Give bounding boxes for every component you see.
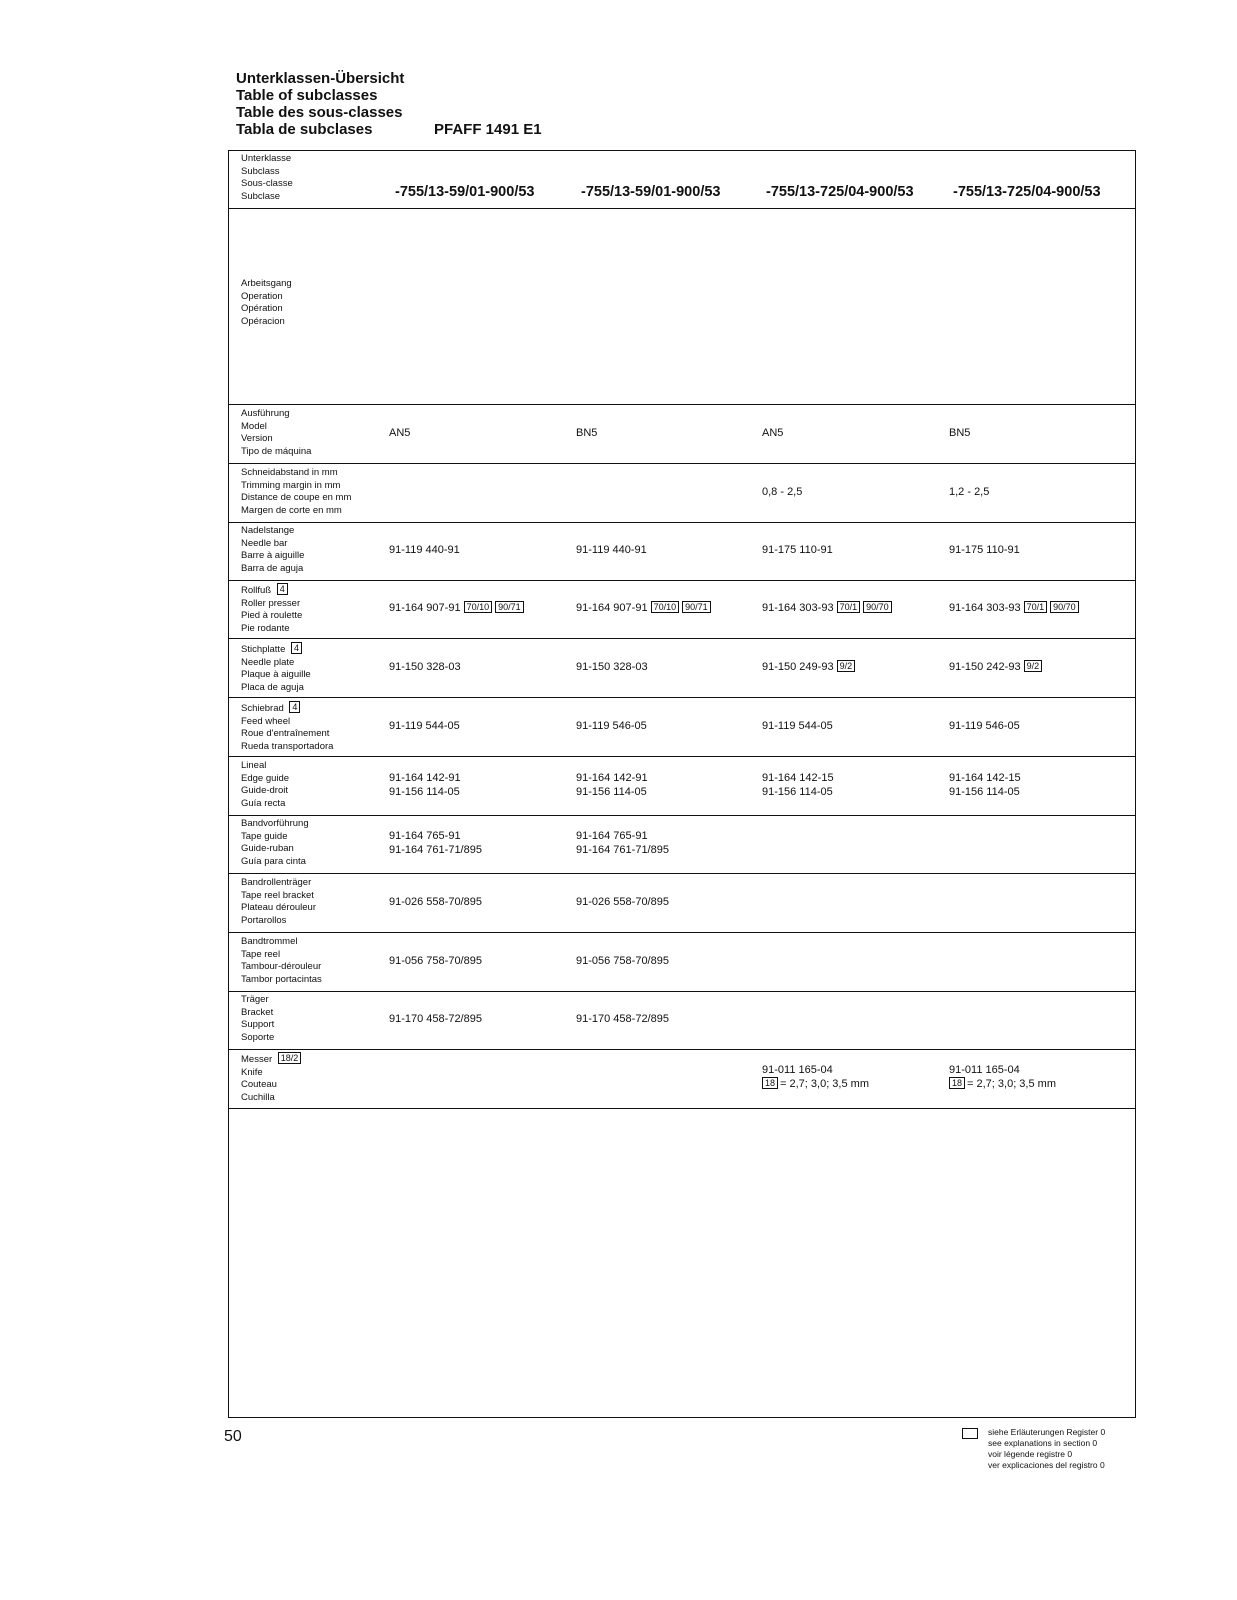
knife-sizes: = 2,7; 3,0; 3,5 mm: [780, 1078, 869, 1090]
knife-sizes: = 2,7; 3,0; 3,5 mm: [967, 1078, 1056, 1090]
table-cell: [389, 771, 461, 799]
part-number: [576, 543, 647, 557]
subclass-column-2: -755/13-59/01-900/53: [581, 184, 721, 200]
part-number: [762, 485, 802, 499]
table-cell: [949, 660, 1042, 674]
table-cell: [949, 719, 1020, 733]
table-cell: [762, 1063, 869, 1091]
part-number-text: AN5: [389, 427, 411, 439]
table-row: [229, 639, 1135, 698]
register-reference-badge: 18: [762, 1077, 778, 1089]
part-number-text: 91-056 758-70/895: [389, 955, 482, 967]
part-number-text: 91-164 142-91: [576, 772, 648, 784]
part-number-text: 91-156 114-05: [949, 786, 1020, 798]
part-number: [762, 601, 892, 615]
row-label: Guide-ruban: [241, 843, 294, 854]
row-labels: [241, 760, 289, 810]
part-number: [389, 660, 461, 674]
header-label: Sous-classe: [241, 178, 293, 189]
page-number: 50: [224, 1428, 242, 1445]
part-number: [949, 785, 1021, 799]
table-cell: [389, 660, 461, 674]
part-number: [576, 601, 711, 615]
operation-labels: [241, 278, 292, 328]
row-label: Träger: [241, 994, 269, 1005]
table-cell: [389, 719, 460, 733]
part-number-text: 91-164 765-91: [389, 830, 461, 842]
row-label: Edge guide: [241, 772, 290, 784]
part-number: [762, 543, 833, 557]
table-cell: [762, 601, 892, 615]
part-number-text: 91-164 303-93: [949, 602, 1021, 614]
part-number: [576, 785, 648, 799]
knife-size-note: [949, 1077, 1056, 1091]
row-label: Needle plate: [241, 656, 295, 668]
row-labels: [241, 467, 351, 517]
table-cell: [576, 954, 669, 968]
row-labels: [241, 1052, 301, 1104]
table-cell: [949, 426, 970, 440]
table-cell: [389, 954, 482, 968]
part-number-text: 91-150 242-93: [949, 661, 1021, 673]
row-labels: [241, 408, 311, 458]
row-labels: [241, 818, 309, 868]
row-label: Margen de corte en mm: [241, 504, 342, 516]
row-label: Plateau dérouleur: [241, 902, 316, 913]
table-cell: [576, 895, 669, 909]
row-labels: [241, 994, 274, 1044]
row-labels: [241, 877, 316, 927]
part-number-text: 91-119 546-05: [949, 720, 1020, 732]
row-label: Tape guide: [241, 830, 288, 842]
part-number: [762, 771, 834, 785]
register-reference-badge: 4: [291, 642, 302, 654]
register-reference-badge: 90/70: [863, 601, 892, 613]
part-number: [949, 426, 970, 440]
row-label: Nadelstange: [241, 525, 295, 536]
part-number: [389, 895, 482, 909]
part-number: [949, 771, 1021, 785]
part-number: [762, 426, 783, 440]
row-label: Cuchilla: [241, 1091, 275, 1103]
part-number: [762, 1063, 869, 1077]
table-row: [229, 405, 1135, 464]
row-label: Stichplatte 4: [241, 642, 311, 657]
machine-model: PFAFF 1491 E1: [434, 121, 542, 138]
part-number-text: 91-170 458-72/895: [389, 1013, 482, 1025]
row-label: Knife: [241, 1066, 263, 1078]
part-number: [576, 426, 597, 440]
table-cell: [389, 543, 460, 557]
table-row: [229, 874, 1135, 933]
row-label: Guía recta: [241, 797, 286, 809]
row-label: Bracket: [241, 1006, 274, 1018]
row-label: Tape reel bracket: [241, 889, 314, 901]
part-number: [576, 829, 669, 843]
row-label: Guide-droit: [241, 785, 288, 796]
row-label: Trimming margin in mm: [241, 479, 341, 491]
register-reference-badge: 18: [949, 1077, 965, 1089]
part-number: [389, 601, 524, 615]
part-number-text: 91-119 546-05: [576, 720, 647, 732]
part-number-text: 91-119 544-05: [389, 720, 460, 732]
table-cell: [949, 543, 1020, 557]
row-label: Needle bar: [241, 537, 288, 549]
row-labels: [241, 936, 322, 986]
part-number: [949, 543, 1020, 557]
part-number-text: 0,8 - 2,5: [762, 486, 803, 498]
row-label: Support: [241, 1019, 275, 1030]
operation-label: Arbeitsgang: [241, 278, 292, 289]
part-number-text: 91-011 165-04: [762, 1064, 833, 1076]
row-label: Placa de aguja: [241, 681, 304, 693]
register-reference-badge: 9/2: [1024, 660, 1043, 672]
part-number: [389, 719, 460, 733]
title-line-en: Table of subclasses: [236, 87, 378, 104]
row-label: Tambor portacintas: [241, 973, 322, 985]
operation-label: Opération: [241, 303, 283, 314]
part-number-text: BN5: [949, 427, 971, 439]
part-number: [576, 954, 669, 968]
register-reference-badge: 90/71: [495, 601, 524, 613]
legend-line: see explanations in section 0: [988, 1438, 1098, 1448]
header-label: Subclase: [241, 190, 281, 202]
part-number-text: 91-156 114-05: [389, 786, 460, 798]
table-row: [229, 580, 1135, 639]
row-label: Schneidabstand in mm: [241, 467, 338, 478]
part-number: [576, 719, 647, 733]
part-number-text: AN5: [762, 427, 784, 439]
table-cell: [389, 1012, 482, 1026]
register-reference-badge: 4: [289, 701, 300, 713]
row-labels: [241, 642, 311, 694]
part-number-text: 91-056 758-70/895: [576, 955, 669, 967]
part-number: [389, 954, 482, 968]
part-number-text: 91-164 761-71/895: [389, 844, 482, 856]
row-label: Portarollos: [241, 914, 287, 926]
table-cell: [762, 543, 833, 557]
register-reference-badge: 70/10: [651, 601, 680, 613]
part-number-text: 91-150 328-03: [576, 661, 648, 673]
row-label: Roller presser: [241, 597, 301, 609]
part-number: [762, 719, 833, 733]
register-reference-badge: 9/2: [837, 660, 856, 672]
part-number: [389, 785, 461, 799]
table-cell: [762, 426, 783, 440]
part-number: [949, 601, 1079, 615]
table-cell: [389, 829, 482, 857]
part-number: [389, 1012, 482, 1026]
table-cell: [762, 660, 855, 674]
row-label: Schiebrad 4: [241, 701, 333, 716]
row-label: Rollfuß 4: [241, 583, 302, 598]
part-number-text: 91-156 114-05: [762, 786, 833, 798]
table-cell: [949, 771, 1021, 799]
part-number: [949, 660, 1042, 674]
row-label: Bandvorführung: [241, 818, 309, 829]
row-label: Bandrollenträger: [241, 877, 312, 888]
part-number: [762, 785, 834, 799]
legend-line: voir légende registre 0: [988, 1449, 1073, 1459]
row-label: Model: [241, 420, 267, 432]
table-cell: [576, 771, 648, 799]
title-line-fr: Table des sous-classes: [236, 104, 403, 121]
register-reference-badge: 18/2: [278, 1052, 302, 1064]
register-reference-badge: 70/10: [464, 601, 493, 613]
row-labels: [241, 583, 302, 635]
operation-label: Opéracion: [241, 315, 285, 327]
part-number: [389, 771, 461, 785]
row-label: Barra de aguja: [241, 562, 304, 574]
table-row: [229, 757, 1135, 816]
register-reference-badge: 70/1: [837, 601, 861, 613]
part-number-text: 91-164 907-91: [389, 602, 461, 614]
part-number: [576, 771, 648, 785]
table-row: [229, 522, 1135, 581]
row-label: Feed wheel: [241, 715, 291, 727]
part-number-text: 91-119 440-91: [389, 544, 460, 556]
register-reference-badge: 90/71: [682, 601, 711, 613]
part-number-text: 91-170 458-72/895: [576, 1013, 669, 1025]
header-row: [229, 151, 1135, 209]
table-cell: [762, 485, 802, 499]
title-line-es: Tabla de subclases: [236, 121, 373, 138]
table-cell: [949, 485, 989, 499]
part-number: [949, 1063, 1056, 1077]
subclass-table: [228, 150, 1136, 1418]
legend-line: siehe Erläuterungen Register 0: [988, 1427, 1106, 1437]
part-number: [389, 543, 460, 557]
table-cell: [576, 829, 669, 857]
subclass-column-3: -755/13-725/04-900/53: [766, 184, 914, 200]
table-cell: [949, 1063, 1056, 1091]
table-cell: [576, 601, 711, 615]
part-number-text: 91-156 114-05: [576, 786, 647, 798]
table-cell: [762, 771, 834, 799]
row-label: Roue d'entraînement: [241, 728, 330, 739]
table-cell: [576, 660, 648, 674]
part-number-text: 91-150 328-03: [389, 661, 461, 673]
part-number-text: 1,2 - 2,5: [949, 486, 990, 498]
part-number: [576, 660, 648, 674]
part-number-text: 91-164 142-15: [762, 772, 834, 784]
part-number-text: 91-175 110-91: [949, 544, 1020, 556]
part-number-text: 91-164 142-15: [949, 772, 1021, 784]
part-number: [576, 1012, 669, 1026]
part-number-text: 91-011 165-04: [949, 1064, 1020, 1076]
part-number-text: 91-164 761-71/895: [576, 844, 669, 856]
part-number: [949, 719, 1020, 733]
table-row: [229, 991, 1135, 1050]
part-number: [949, 485, 989, 499]
part-number: [389, 426, 410, 440]
table-cell: [576, 1012, 669, 1026]
part-number: [389, 829, 482, 843]
part-number: [576, 843, 669, 857]
row-label: Soporte: [241, 1031, 275, 1043]
title-line-de: Unterklassen-Übersicht: [236, 70, 405, 87]
row-label: Messer 18/2: [241, 1052, 301, 1067]
table-row: [229, 933, 1135, 992]
part-number-text: BN5: [576, 427, 598, 439]
register-reference-badge: 70/1: [1024, 601, 1048, 613]
part-number-text: 91-119 440-91: [576, 544, 647, 556]
table-row: [229, 815, 1135, 874]
row-label: Tape reel: [241, 948, 281, 960]
row-label: Bandtrommel: [241, 936, 298, 947]
subclass-column-4: -755/13-725/04-900/53: [953, 184, 1101, 200]
table-cell: [576, 426, 597, 440]
legend-line: ver explicaciones del registro 0: [988, 1460, 1105, 1470]
row-label: Tambour-dérouleur: [241, 961, 322, 972]
part-number-text: 91-164 907-91: [576, 602, 648, 614]
row-label: Guía para cinta: [241, 855, 306, 867]
part-number-text: 91-026 558-70/895: [389, 896, 482, 908]
part-number-text: 91-175 110-91: [762, 544, 833, 556]
row-label: Pied à roulette: [241, 610, 303, 621]
table-cell: [389, 895, 482, 909]
subclass-column-1: -755/13-59/01-900/53: [395, 184, 535, 200]
row-label: Tipo de máquina: [241, 445, 312, 457]
row-label: Pie rodante: [241, 622, 290, 634]
row-label: Barre à aiguille: [241, 550, 305, 561]
box-symbol-icon: [962, 1428, 978, 1439]
row-labels: [241, 525, 304, 575]
register-reference-badge: 90/70: [1050, 601, 1079, 613]
legend-text: [988, 1427, 1105, 1471]
row-label: Plaque à aiguille: [241, 669, 311, 680]
register-reference-badge: 4: [277, 583, 288, 595]
row-labels: [241, 701, 333, 753]
row-label: Version: [241, 433, 273, 444]
table-cell: [389, 426, 410, 440]
row-label: Couteau: [241, 1079, 277, 1090]
table-cell: [576, 543, 647, 557]
page-title: [236, 70, 542, 138]
part-number-text: 91-164 142-91: [389, 772, 461, 784]
row-label: Distance de coupe en mm: [241, 492, 352, 503]
table-cell: [949, 601, 1079, 615]
table-cell: [389, 601, 524, 615]
operation-label: Operation: [241, 290, 283, 302]
row-label: Ausführung: [241, 408, 290, 419]
knife-size-note: [762, 1077, 869, 1091]
operation-row: [229, 209, 1135, 405]
part-number-text: 91-150 249-93: [762, 661, 834, 673]
table-row: [229, 1049, 1135, 1109]
table-row: [229, 464, 1135, 523]
table-row: [229, 698, 1135, 757]
part-number: [576, 895, 669, 909]
part-number-text: 91-119 544-05: [762, 720, 833, 732]
header-labels: [241, 153, 293, 203]
row-label: Lineal: [241, 760, 267, 771]
part-number-text: 91-164 765-91: [576, 830, 648, 842]
row-label: Rueda transportadora: [241, 740, 334, 752]
part-number-text: 91-164 303-93: [762, 602, 834, 614]
table-cell: [762, 719, 833, 733]
header-label: Unterklasse: [241, 153, 292, 164]
part-number-text: 91-026 558-70/895: [576, 896, 669, 908]
part-number: [389, 843, 482, 857]
part-number: [762, 660, 855, 674]
table-cell: [576, 719, 647, 733]
header-label: Subclass: [241, 165, 280, 177]
